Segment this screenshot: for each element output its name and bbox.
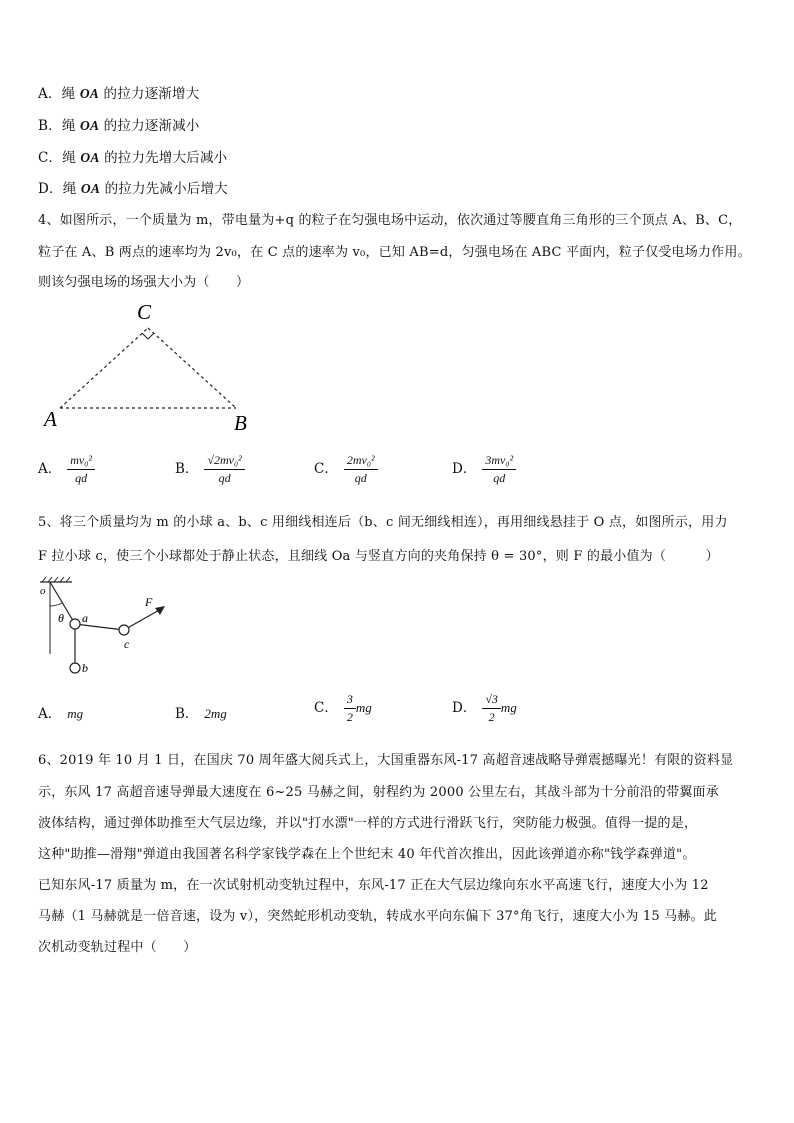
- ball-a: [70, 619, 80, 629]
- q5-option-d: [452, 692, 517, 725]
- denominator: 2: [488, 710, 495, 724]
- option-text: 的拉力先减小后增大: [100, 181, 228, 197]
- q4-line-1: 4、如图所示，一个质量为 m，带电量为+q 的粒子在匀强电场中运动，依次通过等腰直角三角形的三个顶点 A、B、C，: [38, 213, 742, 228]
- denominator: qd: [354, 471, 367, 485]
- option-label: C．: [314, 700, 338, 716]
- q5-option-b: [175, 702, 227, 722]
- q6-line-4: 这种"助推—滑翔"弹道由我国著名科学家钱学森在上个世纪末 40 年代首次推出，因此该弹道亦称"钱学森弹道"。: [38, 847, 696, 862]
- side-cb: [148, 328, 236, 408]
- option-label: B．: [175, 461, 199, 477]
- option-var: OA: [79, 86, 99, 101]
- option-fraction: [344, 692, 356, 725]
- option-expr: 2mg: [204, 706, 227, 721]
- right-angle-mark: [142, 333, 154, 339]
- q6-line-2: 示，东风 17 高超音速导弹最大速度在 6~25 马赫之间，射程约为 2000 公里左右，其战斗部为十分前沿的带翼面承: [38, 785, 719, 800]
- label-f: F: [145, 595, 153, 609]
- option-var: OA: [80, 118, 100, 133]
- label-c: c: [124, 637, 130, 651]
- option-expr: mg: [67, 706, 84, 721]
- option-label: A．: [38, 461, 62, 477]
- option-fraction: [482, 692, 501, 725]
- numerator: 2mv₀²: [344, 453, 378, 470]
- option-text: 的拉力逐渐减小: [99, 118, 200, 134]
- force-arrow: [124, 609, 161, 630]
- label-a: a: [82, 611, 88, 625]
- denominator: qd: [218, 471, 231, 485]
- option-label: D．绳: [38, 181, 81, 197]
- vertex-a-label: A: [44, 407, 57, 431]
- q6-line-1: 6、2019 年 10 月 1 日，在国庆 70 周年盛大阅兵式上，大国重器东风-17 高超音速战略导弹震撼曝光！有限的资料显: [38, 753, 734, 768]
- option-var: OA: [80, 150, 100, 165]
- q6-line-6: 马赫（1 马赫就是一倍音速，设为 v），突然蛇形机动变轨，转成水平向东偏下 37°角飞行，速度大小为 15 马赫。此: [38, 909, 717, 924]
- q4-triangle-figure: [38, 298, 268, 438]
- ball-b: [70, 663, 80, 673]
- ball-c: [119, 625, 129, 635]
- label-theta: θ: [58, 611, 64, 625]
- force-arrowhead: [155, 606, 165, 615]
- q5-pendulum-figure: [36, 576, 186, 686]
- option-label: A．: [38, 706, 62, 722]
- q5-line-1: 5、将三个质量均为 m 的小球 a、b、c 用细线相连后（b、c 间无细线相连），再用细线悬挂于 O 点，如图所示，用力: [38, 515, 728, 530]
- numerator: √3: [482, 692, 501, 709]
- q3-option-b: [38, 114, 200, 134]
- numerator: 3: [344, 692, 356, 709]
- q4-option-a: [38, 453, 95, 486]
- denominator: qd: [493, 471, 506, 485]
- option-label: B．绳: [38, 118, 81, 134]
- denominator: 2: [346, 710, 353, 724]
- option-label: A．绳: [38, 86, 80, 102]
- option-fraction: [482, 453, 516, 486]
- theta-arc: [50, 603, 62, 606]
- option-var: OA: [80, 181, 101, 196]
- q3-option-d: [38, 177, 228, 197]
- option-label: D．: [452, 461, 477, 477]
- label-b: b: [82, 661, 88, 675]
- q4-option-c: [314, 453, 378, 486]
- numerator: 3mv₀²: [482, 453, 516, 470]
- option-expr: mg: [355, 700, 372, 715]
- q6-line-7: 次机动变轨过程中（ ）: [38, 940, 197, 955]
- q6-line-5: 已知东风-17 质量为 m，在一次试射机动变轨过程中，东风-17 正在大气层边缘向东水平高速飞行，速度大小为 12: [38, 878, 709, 893]
- q4-line-2: 粒子在 A、B 两点的速率均为 2v₀，在 C 点的速率为 v₀，已知 AB=d，匀强电场在 ABC 平面内，粒子仅受电场力作用。: [38, 245, 751, 260]
- q6-line-3: 波体结构，通过弹体助推至大气层边缘，并以"打水漂"一样的方式进行滑跃飞行，突防能力极强。值得一提的是，: [38, 816, 698, 831]
- q5-option-c: [314, 692, 372, 725]
- option-label: C．绳: [38, 150, 81, 166]
- option-expr: mg: [500, 700, 517, 715]
- vertex-b-label: B: [234, 411, 247, 435]
- q4-option-b: [175, 453, 245, 486]
- option-text: 的拉力逐渐增大: [99, 86, 200, 102]
- numerator: mv₀²: [67, 453, 95, 470]
- q3-option-c: [38, 146, 227, 166]
- q5-option-a: [38, 702, 83, 722]
- ceiling-hatch: [42, 577, 70, 582]
- option-fraction: [204, 453, 244, 486]
- q3-option-a: [38, 82, 199, 102]
- q4-line-3: 则该匀强电场的场强大小为（ ）: [38, 275, 250, 290]
- numerator: √2mv₀²: [204, 453, 244, 470]
- q4-option-d: [452, 453, 516, 486]
- label-o: o: [40, 585, 46, 597]
- option-fraction: [67, 453, 95, 486]
- side-ac: [60, 328, 148, 408]
- vertex-c-label: C: [137, 300, 152, 324]
- q5-line-2: F 拉小球 c，使三个小球都处于静止状态，且细线 Oa 与竖直方向的夹角保持 θ = 30°，则 F 的最小值为（ ）: [38, 549, 719, 564]
- denominator: qd: [75, 471, 88, 485]
- option-label: B．: [175, 706, 199, 722]
- option-text: 的拉力先增大后减小: [99, 150, 228, 166]
- option-fraction: [344, 453, 378, 486]
- option-label: D．: [452, 700, 477, 716]
- option-label: C．: [314, 461, 338, 477]
